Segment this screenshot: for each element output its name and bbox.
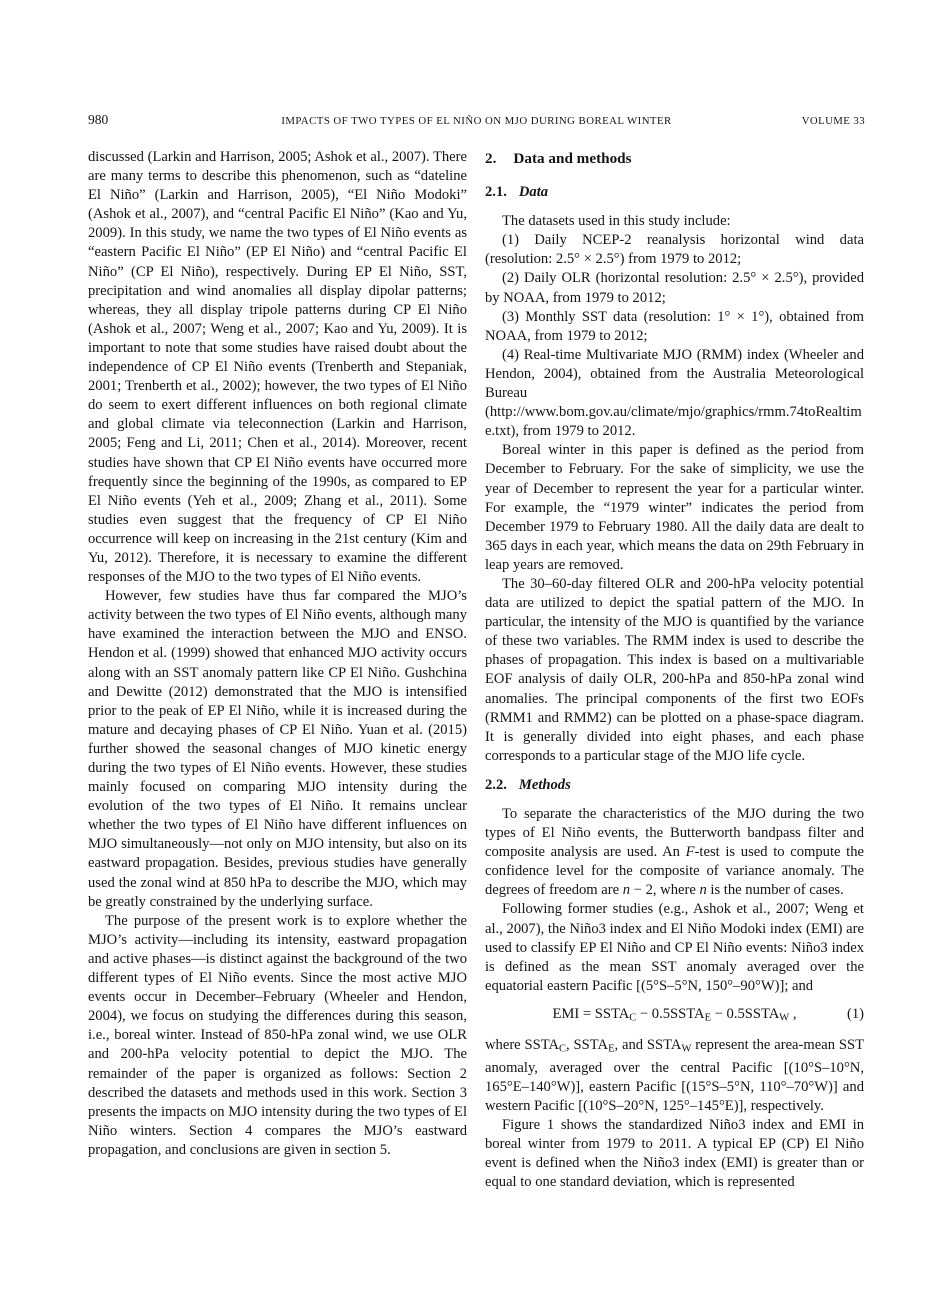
page-number: 980 bbox=[88, 112, 109, 127]
methods-paragraph-1: To separate the characteristics of the MJO during the two types of El Niño events, the Butterworth bandpass filter and composite analysis are used. An F-test is used to compute the confidence level for the composite of variance anomaly. The degrees of freedom are n − 2, where n is the number of cases. bbox=[485, 806, 864, 899]
figure1-reference-paragraph: Figure 1 shows the standardized Niño3 index and EMI in boreal winter from 1979 to 2011. A typical EP (CP) El Niño event is defined when the Niño3 index (EMI) is greater than or equal to one standard deviation, which is represented bbox=[485, 1117, 864, 1191]
equation-terms-paragraph: where SSTAC, SSTAE, and SSTAW represent the area-mean SST anomaly, averaged over the central Pacific [(10°S–10°N, 165°E–140°W)], eastern Pacific [(15°S–5°N, 110°–70°W)] and western Pacific [(10°S–20°N, 125°–145°E)], respectively. bbox=[485, 1037, 864, 1114]
section-heading-data-and-methods bbox=[485, 149, 864, 168]
section-number: 2. bbox=[485, 150, 497, 167]
running-title: IMPACTS OF TWO TYPES OF EL NIÑO ON MJO DURING BOREAL WINTER bbox=[281, 115, 672, 127]
two-column-body bbox=[88, 148, 865, 1192]
subsection-number: 2.1. bbox=[485, 184, 507, 201]
subsection-title: Methods bbox=[518, 776, 571, 793]
subsection-number: 2.2. bbox=[485, 776, 507, 793]
dataset-item-1: (1) Daily NCEP-2 reanalysis horizontal wind data (resolution: 2.5° × 2.5°) from 1979 to 2012; bbox=[485, 232, 864, 268]
datasets-intro-paragraph: The datasets used in this study include: bbox=[502, 213, 731, 230]
intro-paragraph-continued: discussed (Larkin and Harrison, 2005; Ashok et al., 2007). There are many terms to describe this phenomenon, such as “dateline El Niño” (Larkin and Harrison, 2005), “El Niño Modoki” (Ashok et al., 2007), and “central Pacific El Niño” (Kao and Yu, 2009). In this study, we name the two types of El Niño events as “eastern Pacific El Niño” (EP El Niño) and “central Pacific El Niño” (CP El Niño), respectively. During EP El Niño, SST, precipitation and wind anomalies all display dipolar patterns; whereas, they all display tripole patterns during CP El Niño (Ashok et al., 2007; Weng et al., 2007; Kao and Yu, 2009). It is important to note that some studies have raised doubt about the independence of CP El Niño events (Trenberth and Stepaniak, 2001; Trenberth et al., 2002); however, the two types of El Niño do seem to exert different influences on both regional climate and global climate via teleconnection (Larkin and Harrison, 2005; Feng and Li, 2011; Chen et al., 2014). Moreover, recent studies have shown that CP El Niño events have occurred more frequently since the beginning of the 1990s, as compared to EP El Niño events (Yeh et al., 2009; Zhang et al., 2011). Some studies even suggest that the frequency of CP El Niño occurrence will keep on increasing in the 21st century (Kim and Yu, 2012). Therefore, it is necessary to examine the different responses of the MJO to the two types of El Niño events. bbox=[88, 149, 467, 586]
left-column bbox=[88, 148, 467, 1192]
subsection-title: Data bbox=[518, 184, 549, 201]
subsection-heading-methods bbox=[485, 776, 864, 795]
volume-label: VOLUME 33 bbox=[801, 115, 865, 127]
equation-1 bbox=[485, 1005, 864, 1027]
intro-paragraph-2: However, few studies have thus far compared the MJO’s activity between the two types of El Niño events, although many have examined the interaction between the MJO and ENSO. Hendon et al. (1999) showed that enhanced MJO activity occurs along with an SST anomaly pattern like CP El Niño. Gushchina and Dewitte (2012) demonstrated that the MJO is intensified prior to the peak of EP El Niño, while it is increased during the mature and decaying phases of CP El Niño. Yuan et al. (2015) further showed the seasonal changes of MJO kinetic energy during the two types of El Niño events. However, these studies mainly focused on comparing MJO intensity during the evolution of the two types of El Niño. It remains unclear whether the two types of El Niño have different influences on MJO simultaneously—not only on MJO intensity, but also on its eastward propagation. Besides, previous studies have generally used the zonal wind at 850 hPa to describe the MJO, which may be greatly constrained by the underlying surface. bbox=[88, 588, 467, 910]
dataset-item-2: (2) Daily OLR (horizontal resolution: 2.5° × 2.5°), provided by NOAA, from 1979 to 2012; bbox=[485, 270, 864, 306]
page-header bbox=[88, 112, 865, 128]
boreal-winter-paragraph: Boreal winter in this paper is defined as the period from December to February. For the sake of simplicity, we use the year of December to represent the year for a particular winter. For example, the “1979 winter” indicates the period from December 1979 to February 1980. All the daily data are dealt to 365 days in each year, which means the data on 29th February in leap years are removed. bbox=[485, 442, 864, 573]
dataset-item-4: (4) Real-time Multivariate MJO (RMM) index (Wheeler and Hendon, 2004), obtained from the Australia Meteorological Bureau (http://www.bom.gov.au/climate/mjo/graphics/rmm.74toRealtime.txt), from 1979 to 2012. bbox=[485, 346, 864, 440]
right-column bbox=[485, 148, 864, 1192]
dataset-item-3: (3) Monthly SST data (resolution: 1° × 1°), obtained from NOAA, from 1979 to 2012; bbox=[485, 308, 864, 344]
subsection-heading-data bbox=[485, 183, 864, 202]
equation-number: (1) bbox=[846, 1005, 864, 1022]
equation-body: EMI = SSTAC − 0.5SSTAE − 0.5SSTAW , bbox=[552, 1005, 797, 1024]
filtered-data-paragraph: The 30–60-day filtered OLR and 200-hPa velocity potential data are utilized to depict the spatial pattern of the MJO. In particular, the intensity of the MJO is quantified by the variance of these two variables. The RMM index is used to describe the phases of propagation. This index is based on a multivariable EOF analysis of daily OLR, 200-hPa and 850-hPa zonal wind anomalies. The principal components of the first two EOFs (RMM1 and RMM2) can be plotted on a phase-space diagram. It is generally divided into eight phases, and each phase corresponds to a particular stage of the MJO life cycle. bbox=[485, 575, 864, 764]
intro-paragraph-3: The purpose of the present work is to explore whether the MJO’s activity—including its intensity, eastward propagation and active phases—is distinct against the background of the two different types of El Niño events. Since the most active MJO events occur in December–February (Wheeler and Hendon, 2004), we focus on studying the differences during this season, i.e., boreal winter. Instead of 850-hPa zonal wind, we use OLR and 200-hPa velocity potential to depict the MJO. The remainder of the paper is organized as follows: Section 2 described the datasets and methods used in this work. Section 3 presents the impacts on MJO intensity during the two types of El Niño winters. Section 4 compares the MJO’s eastward propagation, and conclusions are given in section 5. bbox=[88, 912, 467, 1158]
methods-paragraph-2: Following former studies (e.g., Ashok et al., 2007; Weng et al., 2007), the Niño3 index and El Niño Modoki index (EMI) are used to classify EP El Niño and CP El Niño events: Niño3 index is defined as the mean SST anomaly averaged over the equatorial eastern Pacific [(5°S–5°N, 150°–90°W)]; and bbox=[485, 901, 864, 994]
section-title: Data and methods bbox=[513, 150, 632, 167]
